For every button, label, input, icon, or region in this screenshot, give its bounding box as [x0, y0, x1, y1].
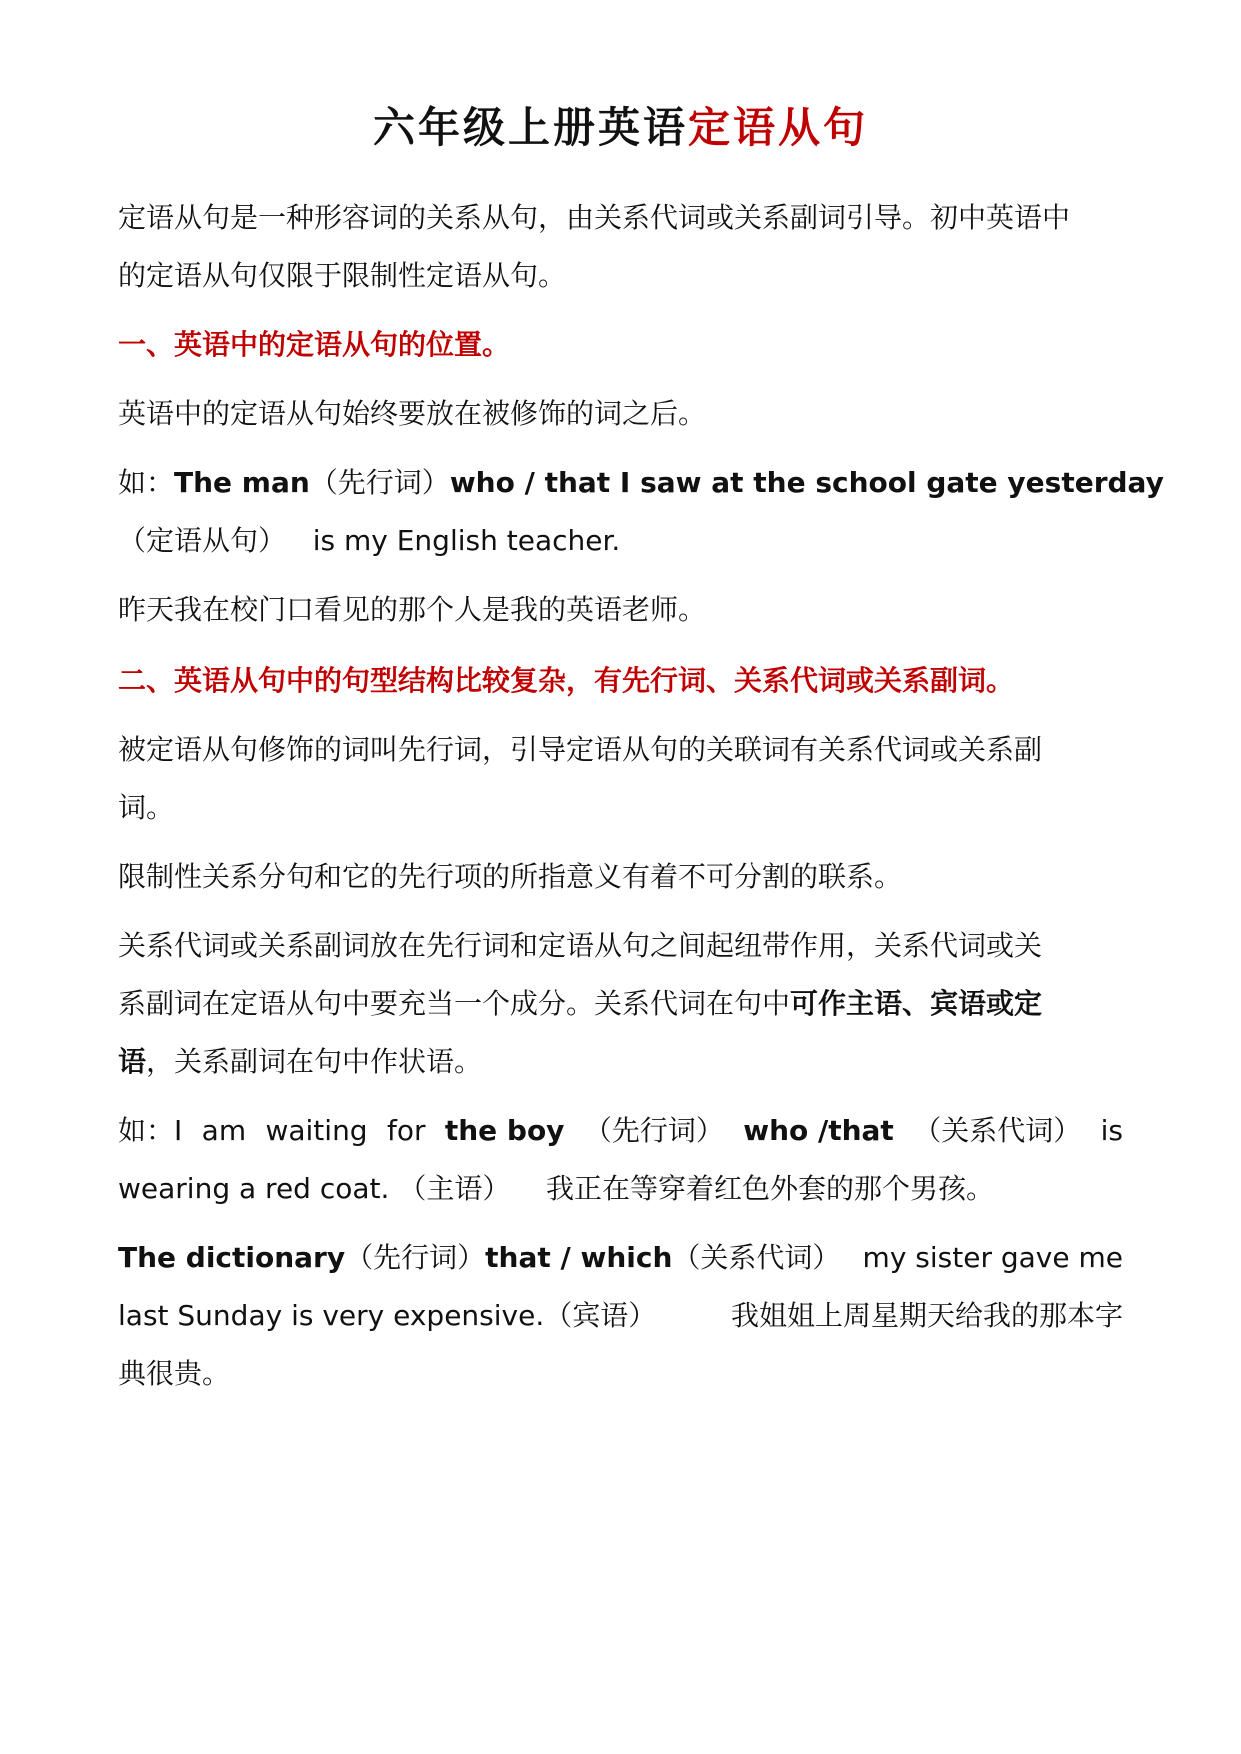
example-2-word-3: waiting [265, 1114, 368, 1147]
section-1-text: 英语中的定语从句始终要放在被修饰的词之后。 [118, 397, 707, 430]
example-3-line-2 [118, 1283, 1123, 1348]
section-2-p1-line-1: 被定语从句修饰的词叫先行词，引导定语从句的关联词有关系代词或关系副 [118, 733, 1043, 766]
example-3-head-group [118, 1225, 840, 1290]
example-1-clause: who / that I saw at the school gate yesterday [449, 466, 1164, 499]
example-1-clause-note: （定语从句） [118, 524, 287, 557]
example-2-antecedent: the boy [444, 1114, 565, 1147]
example-3-line-2-group [118, 1283, 656, 1348]
example-3-line-1 [118, 1225, 1123, 1290]
example-2-line-2 [118, 1156, 1123, 1221]
intro-line-2: 的定语从句仅限于限制性定语从句。 [118, 259, 567, 292]
page-title [118, 98, 1123, 158]
example-1-antecedent-note: （先行词） [309, 466, 450, 499]
example-3-relative: that / which [485, 1241, 673, 1274]
section-2-p3-line-1: 关系代词或关系副词放在先行词和定语从句之间起纽带作用，关系代词或关 [118, 929, 1043, 962]
example-2-line-1 [118, 1098, 1123, 1163]
section-2-heading: 二、英语从句中的句型结构比较复杂，有先行词、关系代词或关系副词。 [118, 664, 1015, 697]
example-2-word-5: is [1100, 1114, 1123, 1147]
title-accent: 定语从句 [688, 103, 869, 152]
example-3-role: （宾语） [544, 1299, 657, 1332]
intro-line-1: 定语从句是一种形容词的关系从句，由关系代词或关系副词引导。初中英语中 [118, 201, 1071, 234]
section-2-p2: 限制性关系分句和它的先行项的所指意义有着不可分割的联系。 [118, 860, 903, 893]
section-2-p3-emphasis-end: 语 [118, 1045, 147, 1078]
example-2-translation: 我正在等穿着红色外套的那个男孩。 [545, 1172, 994, 1205]
example-2-word-2: am [201, 1114, 247, 1147]
example-1-antecedent: The man [174, 466, 310, 499]
example-2-note-1: （先行词） [583, 1114, 724, 1147]
example-3-tail-1: my sister gave me [862, 1241, 1123, 1274]
example-1-prefix: 如： [118, 466, 175, 499]
section-2-p3-emphasis: 可作主语、宾语或定 [790, 987, 1043, 1020]
example-2-note-2: （关系代词） [913, 1114, 1082, 1147]
example-2-prefix-group [118, 1098, 182, 1163]
example-3-line-3: 典很贵。 [118, 1357, 231, 1390]
example-1-line-1 [118, 450, 1164, 515]
example-2-prefix: 如： [118, 1114, 175, 1147]
example-2-relative: who /that [743, 1114, 894, 1147]
example-2-word-1: I [174, 1114, 183, 1147]
example-2-role: （主语） [398, 1172, 511, 1205]
section-2-p1-line-2: 词。 [118, 791, 175, 824]
example-1-prefix-group [118, 450, 450, 515]
section-2-p3-line-2 [118, 971, 1123, 1036]
title-main: 六年级上册英语 [372, 103, 688, 152]
example-2-word-4: for [386, 1114, 426, 1147]
example-1-line-2 [118, 508, 1123, 573]
example-3-line-2-text: last Sunday is very expensive. [118, 1299, 545, 1332]
example-3-note-1: （先行词） [345, 1241, 486, 1274]
example-3-translation-a: 我姐姐上周星期天给我的那本字 [730, 1299, 1123, 1332]
section-2-p3-line-2-text: 系副词在定语从句中要充当一个成分。关系代词在句中 [118, 987, 791, 1020]
example-2-line-2-text: wearing a red coat. [118, 1172, 390, 1205]
document-page [118, 0, 1164, 1754]
example-1-translation: 昨天我在校门口看见的那个人是我的英语老师。 [118, 593, 707, 626]
example-3-note-2: （关系代词） [672, 1241, 841, 1274]
section-1-heading: 一、英语中的定语从句的位置。 [118, 328, 511, 361]
example-3-antecedent: The dictionary [118, 1241, 346, 1274]
example-1-rest: is my English teacher. [312, 524, 621, 557]
section-2-p3-line-3-text: ，关系副词在句中作状语。 [146, 1045, 483, 1078]
section-2-p3-line-3 [118, 1029, 1123, 1094]
